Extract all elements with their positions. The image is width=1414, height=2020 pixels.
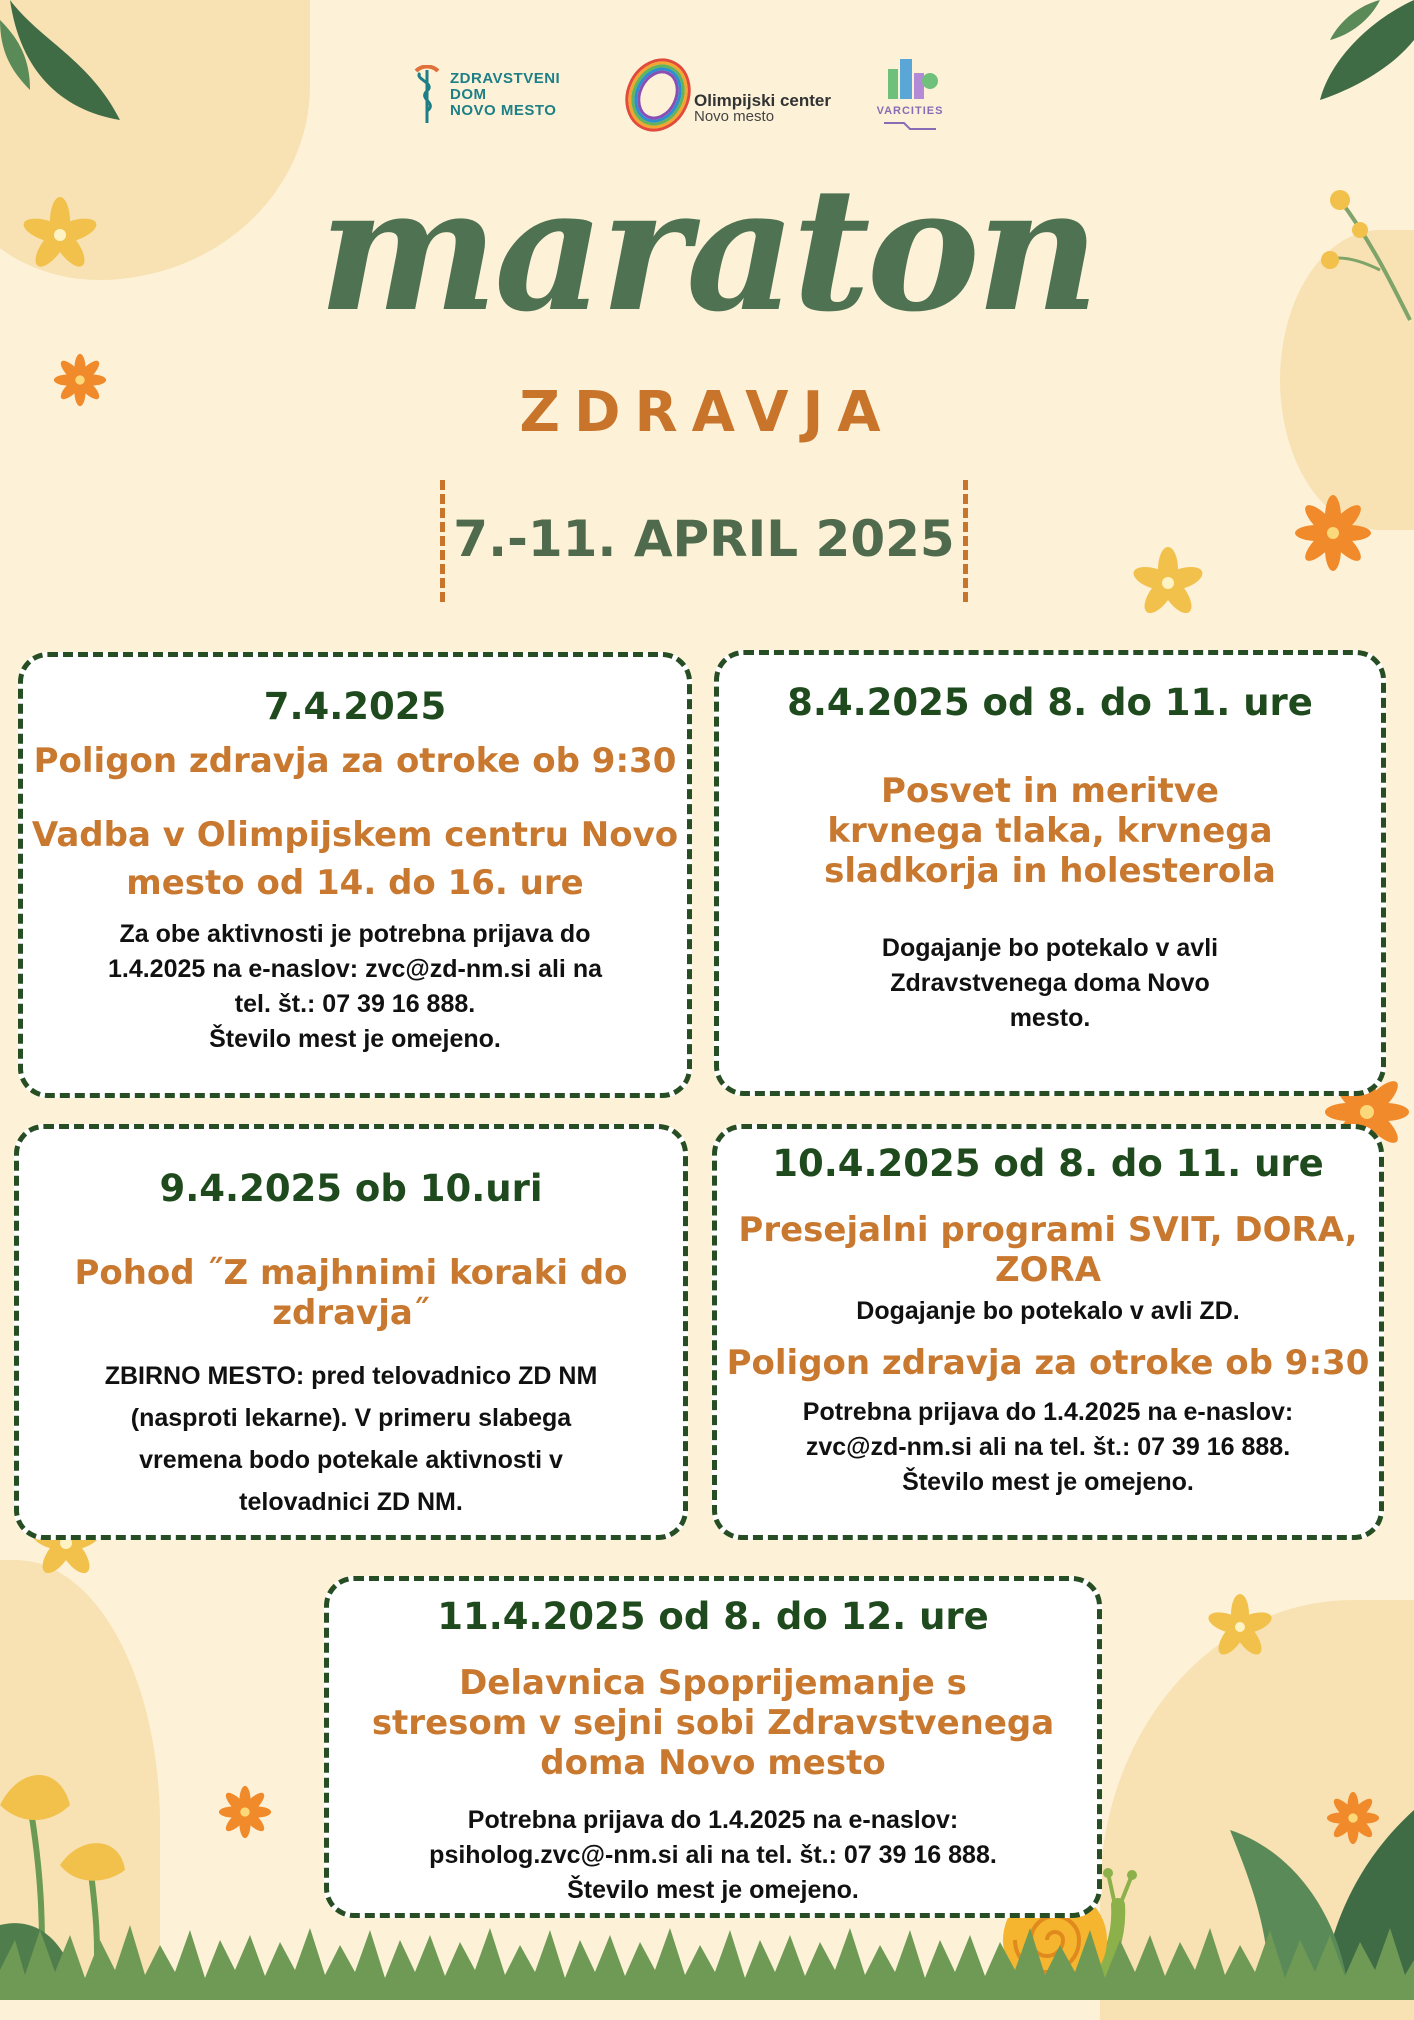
event-card-day2 [714,650,1386,1096]
event-activity: zdravja˝ [272,1293,430,1333]
divider-right [963,480,968,602]
varcities-logo [870,55,950,135]
event-info: 1.4.2025 na e-naslov: zvc@zd-nm.si ali na [107,955,603,983]
flower-icon [1205,1592,1275,1662]
event-info: zvc@zd-nm.si ali na tel. št.: 07 39 16 888. [805,1433,1291,1461]
flower-icon [1295,495,1371,571]
event-activity: Presejalni programi SVIT, DORA, [738,1210,1358,1250]
page-title: maraton [318,150,1096,350]
zd-novo-mesto-logo [412,65,592,125]
event-info: mesto. [1009,1004,1091,1032]
city-icon [880,55,940,105]
event-info: Dogajanje bo potekalo v avli [881,934,1219,962]
olimpijski-center-logo [622,55,842,135]
oc-logo-sub: Novo mesto [694,108,775,125]
event-info: vremena bodo potekale aktivnosti v [139,1446,563,1474]
zd-logo-line3: NOVO MESTO [450,102,557,119]
event-info: Število mest je omejeno. [567,1876,859,1904]
event-activity: stresom v sejni sobi Zdravstvenega [371,1703,1055,1743]
event-card-day1 [18,652,692,1098]
zd-logo-line1: ZDRAVSTVENI [450,70,561,87]
event-info: telovadnici ZD NM. [239,1488,463,1516]
event-info: (nasproti lekarne). V primeru slabega [130,1404,572,1432]
event-activity: Delavnica Spoprijemanje s [459,1663,967,1703]
event-info: tel. št.: 07 39 16 888. [234,990,476,1018]
event-date: 11.4.2025 od 8. do 12. ure [437,1595,989,1638]
event-info: Število mest je omejeno. [902,1468,1194,1496]
date-range [440,480,968,602]
event-info: Za obe aktivnosti je potrebna prijava do [119,920,591,948]
event-info: Potrebna prijava do 1.4.2025 na e-naslov: [467,1806,959,1834]
event-info: psiholog.zvc@-nm.si ali na tel. št.: 07 39 16 888. [429,1841,997,1869]
event-activity: mesto od 14. do 16. ure [126,863,584,903]
event-info: Število mest je omejeno. [209,1025,501,1053]
event-activity: sladkorja in holesterola [824,851,1276,891]
event-activity: Pohod ˝Z majhnimi koraki do [74,1253,628,1293]
event-date: 9.4.2025 ob 10.uri [159,1167,543,1210]
page-subtitle: ZDRAVJA [519,380,895,445]
event-activity: Vadba v Olimpijskem centru Novo [31,815,679,855]
event-activity: krvnega tlaka, krvnega [827,811,1273,851]
flower-icon [1130,545,1206,621]
event-activity: ZORA [994,1250,1102,1290]
event-activity: Poligon zdravja za otroke ob 9:30 [726,1343,1370,1383]
date-range-text: 7.-11. APRIL 2025 [453,510,955,568]
event-card-day5 [324,1576,1102,1918]
event-date: 8.4.2025 od 8. do 11. ure [787,681,1313,724]
flower-icon [217,1784,273,1840]
caduceus-icon [412,65,442,125]
event-activity: Posvet in meritve [881,771,1219,811]
event-activity: doma Novo mesto [540,1743,886,1783]
partner-logos [0,55,1414,135]
rainbow-ring-icon [622,55,694,135]
event-card-day4 [712,1124,1384,1540]
event-activity: Poligon zdravja za otroke ob 9:30 [33,741,677,781]
event-card-day3 [14,1124,688,1540]
varcities-label: VARCITIES [876,105,944,117]
event-date: 10.4.2025 od 8. do 11. ure [772,1142,1324,1185]
event-info: Potrebna prijava do 1.4.2025 na e-naslov: [802,1398,1294,1426]
circuit-icon [884,119,936,133]
zd-logo-line2: DOM [450,86,487,103]
event-info: Zdravstvenega doma Novo [890,969,1210,997]
event-date: 7.4.2025 [263,685,447,728]
event-info: ZBIRNO MESTO: pred telovadnico ZD NM [104,1362,598,1390]
oc-logo-name: Olimpijski center [694,91,831,110]
event-info: Dogajanje bo potekalo v avli ZD. [856,1297,1240,1325]
